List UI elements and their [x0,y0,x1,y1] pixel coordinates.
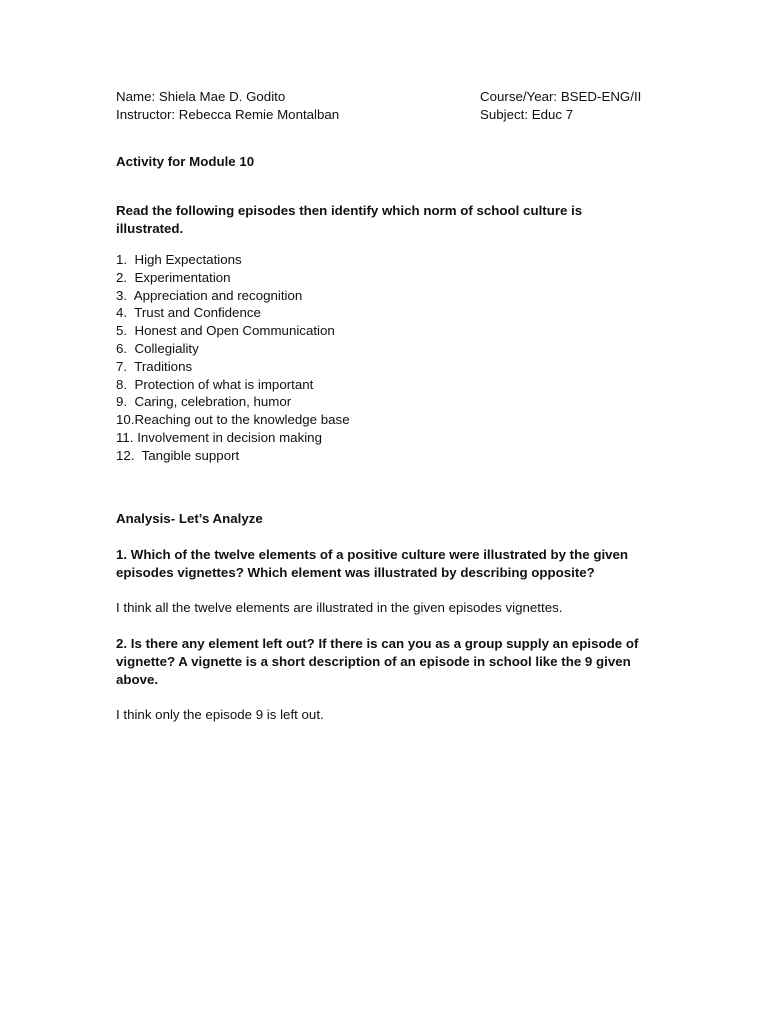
answer-1: I think all the twelve elements are illustrated in the given episodes vignettes. [116,600,563,615]
list-item: 2. Experimentation [116,269,231,285]
list-item: 7. Traditions [116,358,193,374]
activity-title: Activity for Module 10 [116,154,255,169]
list-item: 10.Reaching out to the knowledge base [116,412,350,428]
list-item: 3. Appreciation and recognition [116,287,303,303]
instruction-text: Read the following episodes then identify which norm of school culture is illustrated. [116,203,583,236]
subject: Subject: Educ 7 [480,107,574,122]
list-item: 1. High Expectations [116,252,242,267]
question-1: 1. Which of the twelve elements of a positive culture were illustrated by the given episodes vignettes? Which element was illustrated by describing opposite? [116,547,629,580]
list-item: 9. Caring, celebration, humor [116,394,292,410]
question-2: 2. Is there any element left out? If there is can you as a group supply an episode of vignette? A vignette is a short description of an episode in school like the 9 given above. [116,636,639,687]
instructor-name: Instructor: Rebecca Remie Montalban [116,107,340,122]
course-year: Course/Year: BSED-ENG/II [480,89,642,104]
list-item: 11. Involvement in decision making [116,429,322,445]
norms-list [116,251,350,465]
list-item: 12. Tangible support [116,447,240,463]
list-item: 5. Honest and Open Communication [116,323,335,339]
student-name: Name: Shiela Mae D. Godito [116,89,286,104]
list-item: 4. Trust and Confidence [116,305,261,321]
analysis-heading: Analysis- Let’s Analyze [116,511,263,526]
answer-2: I think only the episode 9 is left out. [116,707,324,722]
list-item: 8. Protection of what is important [116,376,314,392]
list-item: 6. Collegiality [116,340,199,356]
